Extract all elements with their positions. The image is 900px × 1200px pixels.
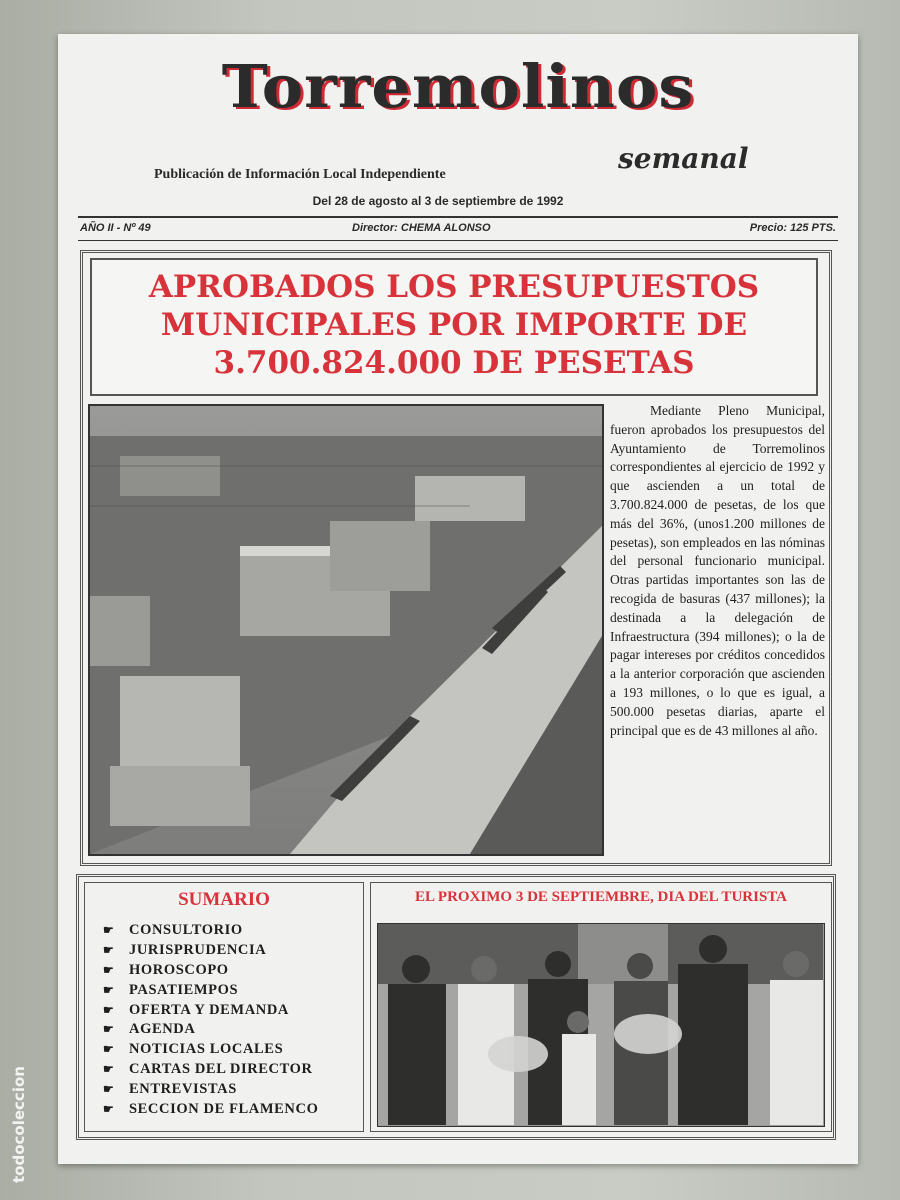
pointing-hand-icon: ☛	[103, 923, 115, 937]
sumario-item[interactable]	[103, 941, 318, 961]
sumario-item-label: OFERTA Y DEMANDA	[129, 1001, 289, 1018]
pointing-hand-icon: ☛	[103, 1002, 115, 1017]
sumario-item[interactable]	[103, 961, 318, 981]
sumario-item-label: NOTICIAS LOCALES	[129, 1041, 284, 1058]
masthead-title: Torremolinos	[221, 51, 695, 122]
pointing-hand-icon: ☛	[103, 982, 115, 997]
svg-text:todocoleccion: todocoleccion	[10, 1066, 28, 1183]
headline-line: 3.700.824.000 DE PESETAS	[213, 345, 695, 381]
sumario-item[interactable]	[103, 1001, 318, 1021]
lead-article-text: Mediante Pleno Municipal, fueron aprobados los presupuestos del Ayuntamiento de Torremolinos correspondientes al ejercicio de 1992 y que ascienden a un total de 3.700.824.000 de pesetas, de los que más del 36%, (unos1.200 millones de pesetas), son empleados en las nóminas del personal funcionario municipal. Otras partidas importantes son las de recogida de basuras (437 millones); la destinada a la delegación de Infraestructura (394 millones); o la de pagar intereses por créditos concedidos a la anterior corporación que ascienden a 193 millones, o lo que es igual, a 500.000 pesetas diarias, aparte el principal que es de 43 millones al año.	[610, 403, 825, 738]
headline-line: APROBADOS LOS PRESUPUESTOS	[148, 269, 760, 305]
pointing-hand-icon: ☛	[103, 1062, 115, 1077]
divider-rule	[78, 240, 838, 241]
headline-line: MUNICIPALES POR IMPORTE DE	[160, 307, 748, 343]
masthead-subtitle: Publicación de Información Local Independiente	[154, 167, 446, 182]
group-photo	[377, 923, 825, 1127]
issue-dates: Del 28 de agosto al 3 de septiembre de 1992	[312, 194, 564, 208]
info-bar	[80, 222, 836, 238]
feature-title: EL PROXIMO 3 DE SEPTIEMBRE, DIA DEL TURISTA	[414, 889, 788, 905]
group-photo-image	[378, 924, 823, 1125]
sumario-item-label: AGENDA	[129, 1021, 196, 1038]
aerial-beach-photo	[88, 404, 604, 856]
newspaper-page	[58, 34, 858, 1164]
feature-box	[370, 882, 832, 1132]
pointing-hand-icon: ☛	[103, 962, 115, 977]
issue-number: AÑO II - Nº 49	[80, 222, 151, 234]
sumario-box	[84, 882, 364, 1132]
aerial-beach-photo-image	[90, 406, 602, 854]
headline-box	[90, 258, 818, 396]
sumario-item[interactable]	[103, 1040, 318, 1060]
pointing-hand-icon: ☛	[103, 942, 115, 957]
sumario-item[interactable]	[103, 1020, 318, 1040]
sumario-item[interactable]	[103, 1100, 318, 1120]
pointing-hand-icon: ☛	[103, 1102, 115, 1117]
sumario-item[interactable]	[103, 1080, 318, 1100]
pointing-hand-icon: ☛	[103, 1042, 115, 1057]
sumario-item[interactable]	[103, 981, 318, 1001]
sumario-title: SUMARIO	[178, 889, 270, 910]
headline	[92, 268, 816, 382]
sumario-item-label: PASATIEMPOS	[129, 981, 239, 998]
sumario-item-label: CARTAS DEL DIRECTOR	[129, 1061, 313, 1078]
divider-rule	[78, 216, 838, 218]
masthead-edition: semanal	[618, 142, 749, 175]
sumario-item-label: SECCION DE FLAMENCO	[129, 1101, 319, 1118]
director-credit: Director: CHEMA ALONSO	[352, 222, 491, 234]
price-label: Precio: 125 PTS.	[749, 222, 836, 234]
pointing-hand-icon: ☛	[103, 1082, 115, 1097]
pointing-hand-icon: ☛	[103, 1022, 115, 1037]
sumario-item-label: JURISPRUDENCIA	[129, 941, 267, 958]
sumario-list	[103, 921, 318, 1120]
sumario-item-label: CONSULTORIO	[129, 922, 243, 938]
watermark-logo	[8, 1025, 28, 1185]
sumario-item[interactable]	[103, 921, 318, 941]
sumario-item-label: ENTREVISTAS	[129, 1081, 237, 1098]
sumario-item[interactable]	[103, 1060, 318, 1080]
sumario-item-label: HOROSCOPO	[129, 961, 229, 978]
